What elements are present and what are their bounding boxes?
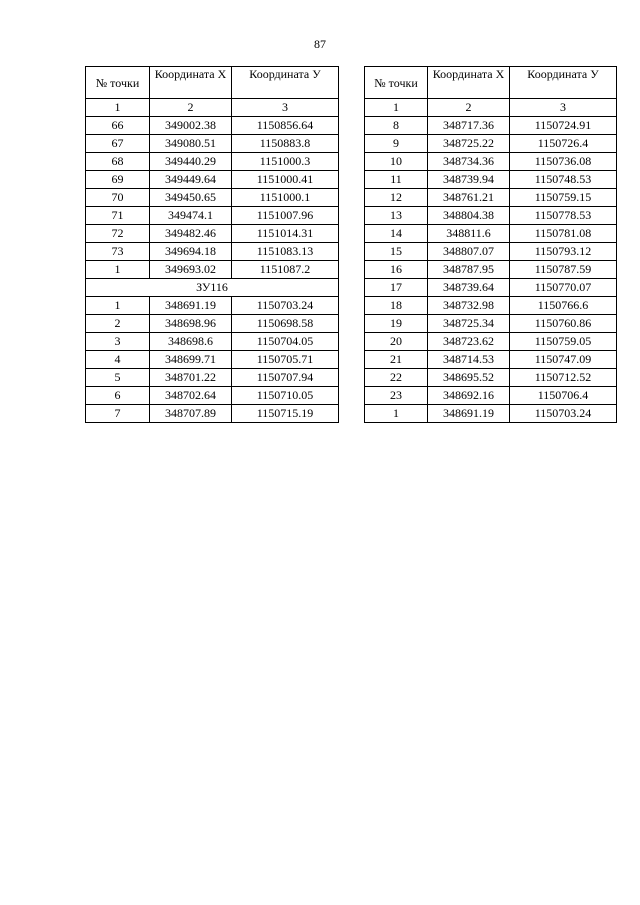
coord-y-cell: 1150760.86	[510, 315, 617, 333]
table-row	[365, 153, 617, 171]
point-number-cell: 1	[86, 261, 150, 279]
point-number-cell: 1	[365, 405, 428, 423]
coord-x-cell: 348702.64	[150, 387, 232, 405]
coord-x-cell: 349440.29	[150, 153, 232, 171]
column-index-2: 2	[150, 99, 232, 117]
column-index-2: 2	[428, 99, 510, 117]
header-point-no: № точки	[86, 67, 150, 99]
coord-x-cell: 349474.1	[150, 207, 232, 225]
header-point-no: № точки	[365, 67, 428, 99]
coord-x-cell: 348732.98	[428, 297, 510, 315]
table-row	[86, 351, 339, 369]
coord-x-cell: 348739.94	[428, 171, 510, 189]
table-header-row	[86, 67, 339, 99]
coord-x-cell: 348691.19	[150, 297, 232, 315]
coord-y-cell: 1150770.07	[510, 279, 617, 297]
section-label: ЗУ116	[86, 279, 339, 297]
coord-x-cell: 348707.89	[150, 405, 232, 423]
point-number-cell: 70	[86, 189, 150, 207]
coord-y-cell: 1150781.08	[510, 225, 617, 243]
table-row	[365, 297, 617, 315]
point-number-cell: 18	[365, 297, 428, 315]
table-row	[86, 405, 339, 423]
coord-x-cell: 348695.52	[428, 369, 510, 387]
table-row	[86, 297, 339, 315]
table-row	[365, 369, 617, 387]
point-number-cell: 68	[86, 153, 150, 171]
table-row	[86, 189, 339, 207]
point-number-cell: 23	[365, 387, 428, 405]
coord-x-cell: 348739.64	[428, 279, 510, 297]
table-row	[86, 135, 339, 153]
coord-x-cell: 348725.22	[428, 135, 510, 153]
coord-x-cell: 348691.19	[428, 405, 510, 423]
coord-x-cell: 348761.21	[428, 189, 510, 207]
table-row	[86, 369, 339, 387]
point-number-cell: 16	[365, 261, 428, 279]
point-number-cell: 72	[86, 225, 150, 243]
coord-x-cell: 348723.62	[428, 333, 510, 351]
header-coord-x: Координата Х	[150, 67, 232, 99]
coord-y-cell: 1150703.24	[232, 297, 339, 315]
column-index-row	[365, 99, 617, 117]
coord-x-cell: 348701.22	[150, 369, 232, 387]
coord-y-cell: 1150759.15	[510, 189, 617, 207]
table-row	[86, 387, 339, 405]
coord-y-cell: 1150698.58	[232, 315, 339, 333]
coord-x-cell: 349694.18	[150, 243, 232, 261]
point-number-cell: 9	[365, 135, 428, 153]
section-row	[86, 279, 339, 297]
coord-x-cell: 349482.46	[150, 225, 232, 243]
column-index-1: 1	[86, 99, 150, 117]
coord-x-cell: 348714.53	[428, 351, 510, 369]
point-number-cell: 11	[365, 171, 428, 189]
coord-y-cell: 1150748.53	[510, 171, 617, 189]
coord-x-cell: 348807.07	[428, 243, 510, 261]
point-number-cell: 8	[365, 117, 428, 135]
coord-y-cell: 1150766.6	[510, 297, 617, 315]
coord-x-cell: 348717.36	[428, 117, 510, 135]
coord-y-cell: 1151083.13	[232, 243, 339, 261]
coord-y-cell: 1150778.53	[510, 207, 617, 225]
coord-y-cell: 1151007.96	[232, 207, 339, 225]
header-coord-y: Координата У	[510, 67, 617, 99]
coord-y-cell: 1150883.8	[232, 135, 339, 153]
coord-x-cell: 348787.95	[428, 261, 510, 279]
table-row	[365, 117, 617, 135]
table-row	[86, 171, 339, 189]
point-number-cell: 15	[365, 243, 428, 261]
point-number-cell: 10	[365, 153, 428, 171]
table-row	[365, 243, 617, 261]
table-row	[86, 333, 339, 351]
coord-y-cell: 1150706.4	[510, 387, 617, 405]
point-number-cell: 4	[86, 351, 150, 369]
coord-x-cell: 349449.64	[150, 171, 232, 189]
page-number: 87	[314, 37, 326, 51]
column-index-3: 3	[510, 99, 617, 117]
coord-y-cell: 1150710.05	[232, 387, 339, 405]
coord-x-cell: 349450.65	[150, 189, 232, 207]
coord-y-cell: 1150747.09	[510, 351, 617, 369]
coord-x-cell: 348804.38	[428, 207, 510, 225]
table-row	[86, 153, 339, 171]
coord-y-cell: 1150703.24	[510, 405, 617, 423]
coord-x-cell: 349080.51	[150, 135, 232, 153]
table-row	[365, 333, 617, 351]
point-number-cell: 67	[86, 135, 150, 153]
coord-y-cell: 1150759.05	[510, 333, 617, 351]
coord-y-cell: 1150856.64	[232, 117, 339, 135]
table-row	[365, 225, 617, 243]
table-row	[86, 225, 339, 243]
point-number-cell: 1	[86, 297, 150, 315]
column-index-1: 1	[365, 99, 428, 117]
coordinates-table-right	[364, 66, 617, 423]
coord-y-cell: 1150724.91	[510, 117, 617, 135]
coord-y-cell: 1150726.4	[510, 135, 617, 153]
table-row	[86, 243, 339, 261]
point-number-cell: 19	[365, 315, 428, 333]
point-number-cell: 5	[86, 369, 150, 387]
header-coord-x: Координата Х	[428, 67, 510, 99]
coord-x-cell: 348692.16	[428, 387, 510, 405]
point-number-cell: 6	[86, 387, 150, 405]
table-row	[365, 315, 617, 333]
point-number-cell: 14	[365, 225, 428, 243]
coord-y-cell: 1151000.41	[232, 171, 339, 189]
coord-y-cell: 1150793.12	[510, 243, 617, 261]
point-number-cell: 20	[365, 333, 428, 351]
point-number-cell: 13	[365, 207, 428, 225]
column-index-row	[86, 99, 339, 117]
coord-y-cell: 1151000.1	[232, 189, 339, 207]
table-row	[365, 387, 617, 405]
coord-y-cell: 1150704.05	[232, 333, 339, 351]
table-row	[365, 279, 617, 297]
coord-y-cell: 1151000.3	[232, 153, 339, 171]
table-row	[365, 135, 617, 153]
coord-y-cell: 1150715.19	[232, 405, 339, 423]
point-number-cell: 3	[86, 333, 150, 351]
coordinates-table-left	[85, 66, 339, 423]
table-row	[365, 207, 617, 225]
coord-y-cell: 1150787.59	[510, 261, 617, 279]
point-number-cell: 66	[86, 117, 150, 135]
coord-y-cell: 1150736.08	[510, 153, 617, 171]
coord-y-cell: 1150707.94	[232, 369, 339, 387]
coord-x-cell: 348698.6	[150, 333, 232, 351]
point-number-cell: 71	[86, 207, 150, 225]
table-row	[365, 405, 617, 423]
table-row	[86, 315, 339, 333]
coord-y-cell: 1151014.31	[232, 225, 339, 243]
coord-x-cell: 348725.34	[428, 315, 510, 333]
point-number-cell: 12	[365, 189, 428, 207]
table-row	[86, 261, 339, 279]
point-number-cell: 73	[86, 243, 150, 261]
table-row	[365, 171, 617, 189]
header-coord-y: Координата У	[232, 67, 339, 99]
point-number-cell: 2	[86, 315, 150, 333]
point-number-cell: 7	[86, 405, 150, 423]
point-number-cell: 17	[365, 279, 428, 297]
coord-x-cell: 348698.96	[150, 315, 232, 333]
column-index-3: 3	[232, 99, 339, 117]
table-row	[86, 207, 339, 225]
table-row	[365, 189, 617, 207]
coord-y-cell: 1151087.2	[232, 261, 339, 279]
coord-x-cell: 348734.36	[428, 153, 510, 171]
table-row	[86, 117, 339, 135]
point-number-cell: 21	[365, 351, 428, 369]
coord-y-cell: 1150705.71	[232, 351, 339, 369]
coord-x-cell: 348811.6	[428, 225, 510, 243]
point-number-cell: 69	[86, 171, 150, 189]
coord-x-cell: 349693.02	[150, 261, 232, 279]
table-row	[365, 261, 617, 279]
coord-x-cell: 348699.71	[150, 351, 232, 369]
point-number-cell: 22	[365, 369, 428, 387]
table-row	[365, 351, 617, 369]
table-header-row	[365, 67, 617, 99]
coord-y-cell: 1150712.52	[510, 369, 617, 387]
coord-x-cell: 349002.38	[150, 117, 232, 135]
